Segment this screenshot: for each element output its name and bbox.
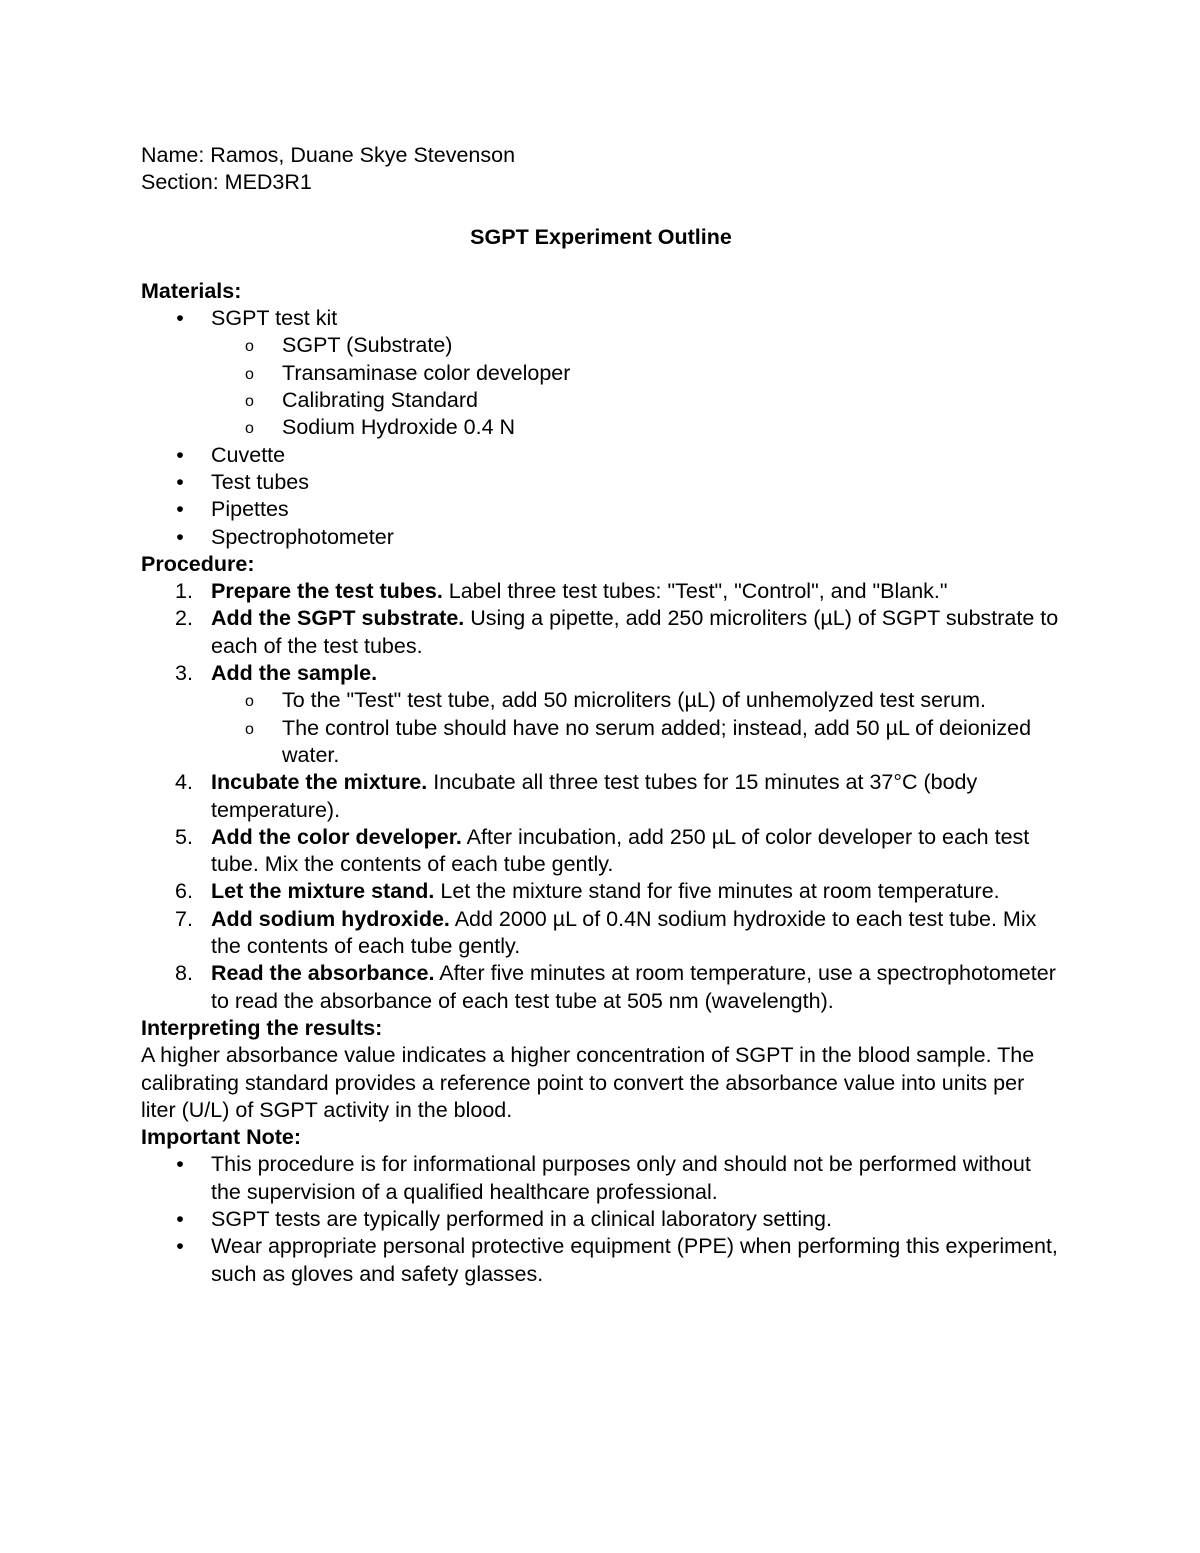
sub-bullet-icon: o <box>245 420 254 438</box>
step-number: 8. <box>175 961 193 986</box>
step-text: Add 2000 µL of 0.4N sodium hydroxide to each test tube. Mix the contents of each tube gently. <box>211 906 1037 959</box>
list-item: • Wear appropriate personal protective equipment (PPE) when performing this experiment, such as gloves and safety glasses. <box>141 1233 1061 1288</box>
materials-heading: Materials: <box>141 278 242 303</box>
step-title: Prepare the test tubes. <box>211 579 443 604</box>
step-number: 4. <box>175 770 193 795</box>
step-title: Incubate the mixture. <box>211 770 428 795</box>
step-text: Incubate all three test tubes for 15 minutes at 37°C (body temperature). <box>211 770 978 822</box>
step-number: 6. <box>175 879 193 904</box>
interpreting-text: A higher absorbance value indicates a higher concentration of SGPT in the blood sample. The calibrating standard provides a reference point to convert the absorbance value into units per liter (U/L) of SGPT activity in the blood. <box>141 1043 1035 1122</box>
materials-list <box>141 305 1061 551</box>
list-item: o Sodium Hydroxide 0.4 N <box>141 414 1061 441</box>
sub-bullet-icon: o <box>245 365 254 383</box>
name-line: Name: Ramos, Duane Skye Stevenson <box>141 143 516 167</box>
step-number: 1. <box>175 579 193 604</box>
procedure-step <box>141 605 1061 660</box>
list-item: • This procedure is for informational purposes only and should not be performed without the supervision of a qualified healthcare professional. <box>141 1151 1061 1206</box>
bullet-icon: • <box>176 469 184 494</box>
step-number: 7. <box>175 906 193 931</box>
bullet-icon: • <box>176 442 184 467</box>
procedure-step <box>141 824 1061 879</box>
procedure-heading: Procedure: <box>141 551 255 576</box>
step-title: Let the mixture stand. <box>211 879 435 904</box>
bullet-icon: • <box>176 1206 184 1231</box>
step-title: Add sodium hydroxide. <box>211 906 450 931</box>
step-title: Read the absorbance. <box>211 961 435 986</box>
note-heading: Important Note: <box>141 1125 302 1150</box>
procedure-step <box>141 769 1061 824</box>
step-number: 3. <box>175 661 193 686</box>
bullet-icon: • <box>176 1234 184 1259</box>
list-item: o The control tube should have no serum added; instead, add 50 µL of deionized water. <box>245 715 1032 767</box>
list-item: o To the "Test" test tube, add 50 microliters (µL) of unhemolyzed test serum. <box>141 687 1061 714</box>
procedure-step <box>141 660 1061 687</box>
bullet-icon: • <box>176 497 184 522</box>
note-list <box>141 1151 1061 1287</box>
procedure-step <box>141 878 1061 905</box>
step-text: Using a pipette, add 250 microliters (µL) of SGPT substrate to each of the test tubes. <box>211 606 1059 658</box>
section-line: Section: MED3R1 <box>141 170 312 195</box>
bullet-icon: • <box>176 524 184 549</box>
step-title: Add the SGPT substrate. <box>211 606 465 631</box>
procedure-step <box>141 578 1061 605</box>
list-item: • Spectrophotometer <box>141 524 1061 551</box>
procedure-step <box>141 906 1061 961</box>
step-text: Let the mixture stand for five minutes at room temperature. <box>434 879 1000 904</box>
bullet-icon: • <box>176 306 184 331</box>
step-text: After five minutes at room temperature, use a spectrophotometer to read the absorbance of each test tube at 505 nm (wavelength). <box>211 961 1056 1013</box>
list-item: o SGPT (Substrate) <box>141 332 1061 359</box>
list-item: • Pipettes <box>141 496 1061 523</box>
list-item: • Test tubes <box>141 469 1061 496</box>
list-item: • SGPT test kit <box>141 305 1061 332</box>
step-text: Label three test tubes: "Test", "Control", and "Blank." <box>442 579 948 604</box>
interpreting-heading: Interpreting the results: <box>141 1015 383 1040</box>
procedure-list <box>141 578 1061 1015</box>
sub-bullet-icon: o <box>245 720 254 738</box>
step-number: 5. <box>175 824 193 849</box>
step-title: Add the color developer. <box>211 824 462 849</box>
list-item: o Transaminase color developer <box>141 360 1061 387</box>
step-title: Add the sample. <box>211 661 378 686</box>
list-item: o Calibrating Standard <box>141 387 1061 414</box>
procedure-step <box>141 960 1061 1015</box>
bullet-icon: • <box>176 1152 184 1177</box>
sub-bullet-icon: o <box>245 393 254 411</box>
document-title: SGPT Experiment Outline <box>470 224 732 249</box>
sub-bullet-icon: o <box>245 338 254 356</box>
list-item: • Cuvette <box>141 442 1061 469</box>
step-text: After incubation, add 250 µL of color developer to each test tube. Mix the contents of each tube gently. <box>211 824 1030 877</box>
list-item: • SGPT tests are typically performed in a clinical laboratory setting. <box>141 1206 1061 1233</box>
step-number: 2. <box>175 606 193 631</box>
document-page <box>141 142 1061 1288</box>
sub-bullet-icon: o <box>245 693 254 711</box>
